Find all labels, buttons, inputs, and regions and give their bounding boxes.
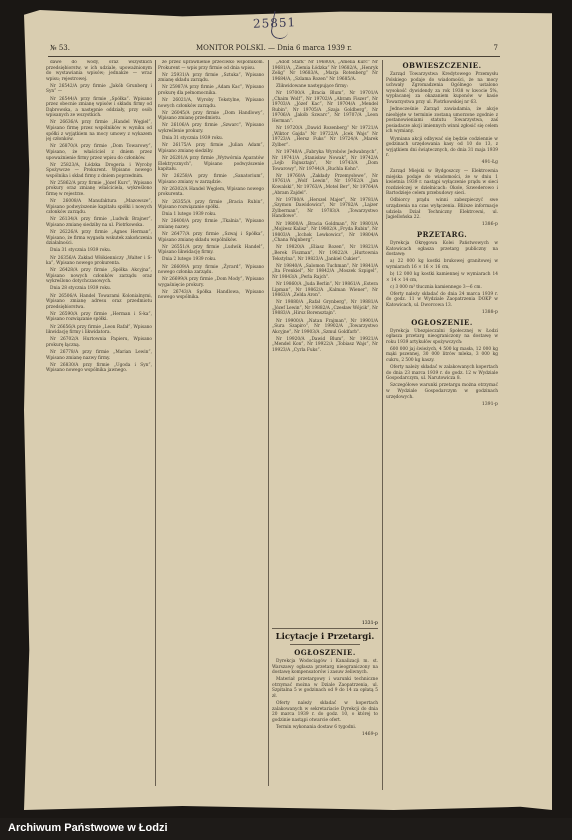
- paragraph: a) 22 000 kg kostki brukowej granitowej w wymiarach 16 × 16 × 16 cm,: [386, 259, 498, 270]
- paragraph: Nr 26702/A Hurtownia Papieru, Wpisano prokurę łączną.: [46, 337, 152, 348]
- paragraph: Nr 26590/A przy firmie „Herman i S-ka”, Wpisano rozwiązanie spółki.: [46, 311, 152, 323]
- paragraph: Dyrekcja Okręgowa Kolei Państwowych w Katowicach ogłasza przetarg publiczny na dostawę:: [386, 240, 498, 258]
- paragraph: Nr 19780/A „Herszel Majer”, Nr 19781/A „Szymon Dawidowicz”, Nr 19782/A „Lajzer Zylberman”, Nr 19783/A „Towarzystwo Handlowe”.: [272, 197, 378, 220]
- paragraph: Nr 26045/A przy firmie „Dom Handlowy”, Wpisano zmianę przedmiotu.: [158, 110, 264, 122]
- paragraph: Nr 26542/A przy firmie „Jakób Grunberg i Syn” —: [46, 83, 152, 95]
- paragraph: Nr 19920/A „Dawid Blum”, Nr 19921/A „Mendel Kon”, Nr 19922/A „Tobiasz Wajs”, Nr 19923/A „Cyrla Fuks”.: [272, 336, 378, 353]
- reference-code: 1386-p: [481, 222, 498, 228]
- paragraph: Nr 26134/A przy firmie „Ludwik Brajner”, Wpisano zmianę siedziby na ul. Piotrkowska.: [46, 217, 152, 229]
- reference-code: 1391-p: [481, 401, 498, 407]
- paragraph: Zarząd Miejski w Bydgoszczy — Elektrownia miejska podaje do wiadomości, że w dniu 1 kwietnia 1939 r. nastąpi wyłączenie prądu w sieci rozdzielczej w dzielnicach: Okole, Szwederowo i Bartodzieje celem przebudowy sieci.: [386, 169, 498, 197]
- paragraph: Nr 26400/A przy firmie „Tkalnia”, Wpisano zmianę nazwy.: [158, 219, 264, 230]
- date-line: Dnia 31 stycznia 1939 roku.: [50, 248, 112, 254]
- paragraph: Nr 26356/A Zakład Włókienniczy „Walter i S-ka”, Wpisano nowego prokurenta.: [46, 255, 152, 267]
- paragraph: Nr 26302/A Handel Węglem, Wpisano nowego prokurenta.: [158, 186, 264, 198]
- paragraph: Nr 26699/A przy firmie „Dom Mody”, Wpisano wygaśnięcie prokury.: [158, 277, 264, 288]
- column-divider: [382, 60, 383, 790]
- paragraph: Nr 19840/A „Salomon Tuchman”, Nr 19841/A „Ita Frenkiel”, Nr 19842/A „Moszek Szpigel”, Nr 19843/A „Perla Rajch”.: [272, 263, 378, 280]
- paragraph: Odbiorcy prądu winni zabezpieczyć swe urządzenia na czas wyłączenia. Bliższe informacje udziela Dział Techniczny Elektrowni, ul. Jagiellońska 22.: [386, 198, 498, 221]
- paragraph: Nr 26609/A przy firmie „Żyrard”, Wpisano nowego członka zarządu.: [158, 264, 264, 276]
- paragraph: Nr 19860/A „Juda Berlin”, Nr 19861/A „Estera Lipman”, Nr 19862/A „Kalman Wiener”, Nr 19863/A „Zelda Aron”.: [272, 281, 378, 299]
- paragraph: Nr 26175/A przy firmie „Julian Adam”, Wpisano zmianę siedziby.: [158, 143, 264, 154]
- paragraph: Nr 19820/A „Eliasz Rozen”, Nr 19821/A „Berek Fiszman”, Nr 19822/A „Hurtownia Tekstylna”, Nr 19823/A „Jankiel Cukier”.: [272, 245, 378, 262]
- paragraph: Nr 26778/A przy firmie „Marian Lewin”, Wpisano zmianę nazwy firmy.: [46, 349, 152, 361]
- announcement-title: PRZETARG.: [416, 229, 468, 239]
- paragraph: Wymiana akcji odbywać się będzie codziennie w godzinach urzędowania kasy od 10 do 13, z wyjątkiem dni świątecznych, do dnia 31 maja 1939 r.: [386, 136, 498, 159]
- announcement-block: [272, 647, 378, 765]
- page-header: [48, 42, 500, 57]
- page-number: 7: [493, 44, 498, 52]
- paragraph: Nr 19740/A „Fabryka Wyrobów Jedwabnych”, Nr 19741/A „Stanisław Nowak”, Nr 19742/A „Lejb Fajnsztajn”, Nr 19743/A „Dom Towarowy”, Nr 19744/A „Ruchla Kohn”.: [272, 149, 378, 172]
- paragraph: Nr 26201/A przy firmie „Wytwórnia Aparatów Elektrycznych”, Wpisano podwyższenie kapitału.: [158, 155, 264, 173]
- paragraph: Nr 19760/A „Zakłady Przemysłowe”, Nr 19761/A „Wolf Lewin”, Nr 19762/A „Jan Kowalski”, Nr 19763/A „Motel Ber”, Nr 19764/A „Abram Zajdel”.: [272, 173, 378, 196]
- paragraph: Nr 26226/A przy firmie „Agnes Herman”, Wpisano, że firma wygasła wskutek zakończenia działalności.: [46, 230, 152, 247]
- date-line: Dnia 31 stycznia 1939 roku.: [162, 136, 224, 142]
- paragraph: Nr 26506/A Handel Towarami Kolonialnymi, Wpisano zmianę adresu oraz przedmiotu przedsiębiorstwa.: [46, 293, 152, 310]
- paragraph: Nr 19880/A „Rafał Grynberg”, Nr 19881/A „Józef Lewin”, Nr 19882/A „Czesław Wójcik”, Nr 19883/A „Hirsz Borensztajn”.: [272, 300, 378, 317]
- paragraph: Nr 26743/A Spółka Handlowa, Wpisano nowego wspólnika.: [158, 289, 264, 301]
- reference-code: 491-Łg: [481, 160, 498, 166]
- paragraph: Nr 19900/A „Natan Frajman”, Nr 19901/A „Sura Szapiro”, Nr 19902/A „Towarzystwo Akcyjne”, Nr 19903/A „Szmul Goldfarb”.: [272, 318, 378, 335]
- paragraph: dawe do wody, oraz wszystkich przedsiębiorstw, w ich udziale, upoważnionym do wystawiania wpisów; jednakże — wraz wpisu; rejestrowej.: [46, 60, 152, 82]
- paragraph: Nr 26551/A przy firmie „Ludwik Handel”, Wpisano likwidację firmy.: [158, 244, 264, 256]
- column-2: [158, 60, 264, 786]
- paragraph: Materiał przetargowy i warunki techniczne otrzymać można w Dziale Zaopatrzenia, ul. Szpitalna 5 w godzinach od 9 do 14 za opłatą 5 zł.: [272, 677, 378, 700]
- paragraph: Nr 26870/A przy firmie „Dom Towarowy”, Wpisano, że właściciel z dniem przez upoważnienie firmy przez wpisu do członków.: [46, 144, 152, 161]
- paragraph: Nr 26830/A przy firmie „Ugoda i Syn”, Wpisano nowego wspólnika jawnego.: [46, 362, 152, 374]
- issue-number: № 53.: [50, 44, 70, 52]
- announcement-title: OBWIESZCZENIE.: [402, 61, 482, 70]
- subheading: Zlikwidowane następujące firmy:: [276, 83, 349, 89]
- paragraph: Nr 26258/A przy firmie „Sanatorium”, Wpisano zmiany w zarządzie.: [158, 174, 264, 185]
- paragraph: Termin wykonania dostaw 6 tygodni.: [276, 725, 357, 731]
- paragraph: Nr 25823/A, Łódzka Drogeria i Wyroby Spożywcze — Prokurent. Wpisano nowego wspólnika i skład firmy z dniem poprzednim.: [46, 162, 152, 179]
- reference-code: 1388-p: [481, 309, 498, 315]
- column-4: [386, 60, 498, 790]
- paragraph: Nr 26428/A przy firmie „Spółka Akcyjna”, Wpisano nowych członków zarządu oraz wykreślono dotychczasowych.: [46, 268, 152, 285]
- paragraph: Nr 25862/A przy firmie „Józef Kurc”, Wpisano prokury oraz zmianę właściciela, wykreślono firmę w rejestrze.: [46, 180, 152, 198]
- paragraph: Nr 25931/A przy firmie „Sztuka”, Wpisano zmianę składu zarządu.: [158, 72, 264, 84]
- paragraph: Nr 26355/A przy firmie „Bracia Rubin”, Wpisano rozwiązanie spółki.: [158, 199, 264, 211]
- paragraph: ze przez uprawnienie przeciwko wspólnikom. Prokurent — wpis przy firmie od dnia wpisu.: [158, 60, 264, 71]
- paragraph: „Adolf Stark” Nr 19680/A, „Amelia Kurc” Nr 19681/A, „Ziemia Łódzka” Nr 19682/A, „Henryk Zelig” Nr 19683/A, „Marja Rotenberg” Nr 19684/A, „Szlama Rozen” Nr 19685/A.: [272, 60, 378, 82]
- section-title: Licytacje i Przetargi.: [275, 632, 375, 642]
- column-divider: [268, 60, 269, 786]
- paragraph: Nr 26656/A przy firmie „Leon Rafał”, Wpisano likwidację firmy i likwidatora.: [46, 324, 152, 336]
- paragraph: Nr 19720/A „Dawid Rozenberg” Nr 19721/A „Wiktor Gajda” Nr 19722/A „Icek Wajs” Nr 19723/A „Hersz Fuks” Nr 19724/A „Marek Zylber”.: [272, 126, 378, 148]
- announcement-title: OGŁOSZENIE.: [294, 648, 356, 657]
- paragraph: Nr 19700/A „Bracia Blum”, Nr 19701/A „Chaim Wolf”, Nr 19702/A „Abram Fiszer”, Nr 19703/A „Józef Kac”, Nr 19704/A „Mendel Rubin”, Nr 19705/A „Szaja Goldberg”, Nr 19706/A „Jakób Szwarc”, Nr 19707/A „Leon Herman”.: [272, 90, 378, 124]
- date-line: Dnia 1 lutego 1939 roku.: [162, 212, 217, 218]
- publication-title: MONITOR POLSKI. — Dnia 6 marca 1939 r.: [195, 44, 353, 52]
- column-1: [46, 60, 152, 786]
- paragraph: Oferty należy składać w zalakowanych kopertach do dnia 23 marca 1939 r. do godz. 12 w Wydziale Gospodarczym, ul. Narutowicza 8.: [386, 365, 498, 382]
- column-3: [272, 60, 378, 620]
- paragraph: Szczegółowe warunki przetargu można otrzymać w Wydziale Gospodarczym w godzinach urzędowych.: [386, 383, 498, 400]
- reference-code: 1469-p: [361, 732, 378, 738]
- paragraph: 600 000 jaj świeżych, 4 500 kg masła, 12 000 kg mąki pszennej, 30 000 litrów mleka, 3 000 kg cukru, 2 500 kg kaszy.: [386, 346, 498, 364]
- announcement-title: OGŁOSZENIE.: [411, 317, 473, 327]
- paragraph: Dyrekcja Wodociągów i Kanalizacji m. st. Warszawy ogłasza przetarg nieograniczony na dostawę kompensatorów i zasuw żeliwnych.: [272, 659, 378, 676]
- paragraph: Oferty należy składać w kopertach zalakowanych w sekretariacie Dyrekcji do dnia 20 marca 1939 r. do godz. 10, o której to godzinie nastąpi otwarcie ofert.: [272, 701, 378, 723]
- column-divider: [155, 60, 156, 786]
- paragraph: Jednocześnie Zarząd zawiadamia, że akcje nieobjęte w terminie zostaną umorzone zgodnie z postanowieniami statutu Towarzystwa, zaś posiadacze akcji imiennych winni zgłosić się celem ich wymiany.: [386, 107, 498, 135]
- paragraph: Nr 26021/A, Wyroby Tekstylne, Wpisano nowych członków zarządu.: [158, 98, 264, 109]
- paragraph: Nr 26106/A przy firmie „Szwarc”, Wpisano wykreślenie prokury.: [158, 123, 264, 135]
- paragraph: Nr 19800/A „Bracia Goldman”, Nr 19801/A „Mojżesz Kalisz”, Nr 19802/A „Fryda Rubin”, Nr 19803/A „Icchok Lewkowicz”, Nr 19804/A „Chana Wajnberg”.: [272, 221, 378, 244]
- handwritten-annotation: 25851: [252, 15, 297, 31]
- date-line: Dnia 2 lutego 1939 roku.: [162, 257, 217, 263]
- paragraph: Dyrekcja Ubezpieczalni Społecznej w Łodzi ogłasza przetarg nieograniczony na dostawę w roku 1939 artykułów spożywczych:: [386, 328, 498, 345]
- reference-code: 1331-p: [361, 621, 378, 626]
- paragraph: b) 12 000 kg kostki kamiennej w wymiarach 14 × 14 × 14 cm,: [386, 271, 498, 283]
- section-divider: [272, 628, 378, 629]
- archive-footer: [0, 818, 572, 840]
- paragraph: Zarząd Towarzystwa Kredytowego Przemysłu Polskiego podaje do wiadomości, że na mocy uchwały Zgromadzenia Ogólnego ustalono wysokość dywidendy za rok 1938 w kwocie 5%, wypłacanej za okazaniem kuponów w kasie Towarzystwa przy ul. Piotrkowskiej nr 63.: [386, 72, 498, 105]
- title-underline: [290, 644, 360, 645]
- paragraph: Nr 26477/A przy firmie „Szwaj i Spółka”, Wpisano zmianę składu wspólników.: [158, 232, 264, 243]
- paragraph: Nr 26544/A przy firmie „Spółka”. Wpisano przez obecnie zmianę wpisów i składu firmy od Dąbrowska, a następnie oddziały, przy osób wpisanych ze wszystkich.: [46, 96, 152, 119]
- archive-name: Archiwum Państwowe w Łodzi: [8, 822, 168, 834]
- date-line: Dnia 28 stycznia 1939 roku.: [50, 286, 112, 292]
- paragraph: c) 3 000 m³ tłucznia kamiennego 3—6 cm.: [390, 284, 482, 290]
- paragraph: Nr 25987/A przy firmie „Adam Kac”, Wpisano prokurę dla pełnomocnika.: [158, 85, 264, 96]
- paragraph: Nr 26008/A Manufaktura „Mazowsze”, Wpisano podwyższenie kapitału spółki i nowych członków zarządu.: [46, 199, 152, 216]
- paragraph: Nr 26636/A przy firmie „Handel Węgiel”, Wpisano firmę przez wspólników w wyniku od spółki z wyjątkiem na mocy umowy z wykazem jej członków.: [46, 120, 152, 143]
- paragraph: Oferty należy składać do dnia 24 marca 1939 r. do godz. 11 w Wydziale Zaopatrzenia DOKP w Katowicach, ul. Dworcowa 13.: [386, 291, 498, 308]
